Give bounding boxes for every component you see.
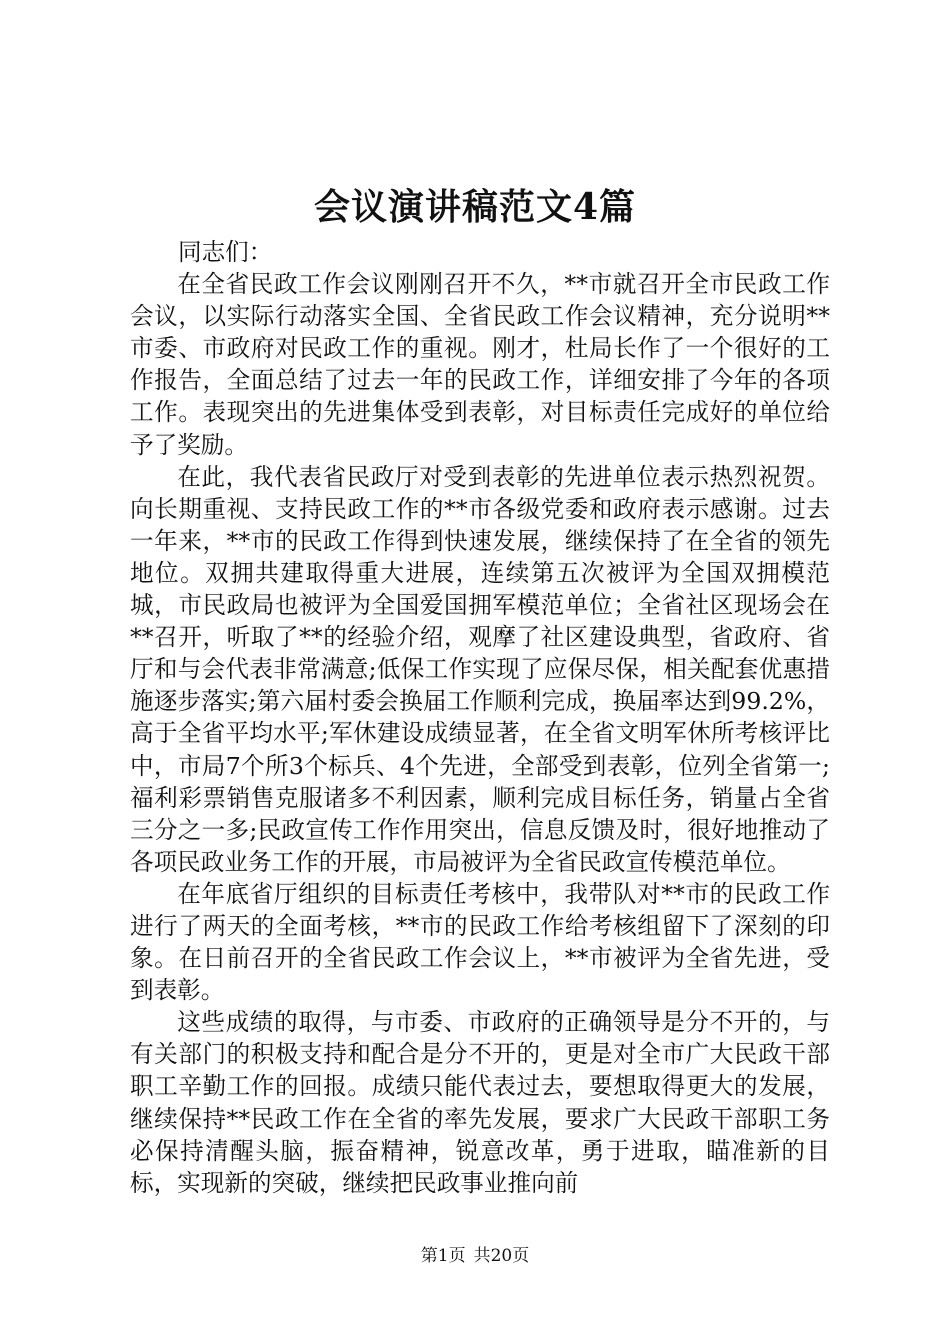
- document-body: [130, 236, 830, 1199]
- page-total: 共20页: [473, 1246, 530, 1266]
- page-footer: [0, 1244, 950, 1268]
- paragraph-4: 这些成绩的取得，与市委、市政府的正确领导是分不开的，与有关部门的积极支持和配合是分不开的，更是对全市广大民政干部职工辛勤工作的回报。成绩只能代表过去，要想取得更大的发展，继续保持**民政工作在全省的率先发展，要求广大民政干部职工务必保持清醒头脑，振奋精神，锐意改革，勇于进取，瞄准新的目标，实现新的突破，继续把民政事业推向前: [130, 1008, 830, 1197]
- paragraph-1: 在全省民政工作会议刚刚召开不久，**市就召开全市民政工作会议，以实际行动落实全国、全省民政工作会议精神，充分说明**市委、市政府对民政工作的重视。刚才，杜局长作了一个很好的工作报告，全面总结了过去一年的民政工作，详细安排了今年的各项工作。表现突出的先进集体受到表彰，对目标责任完成好的单位给予了奖励。: [130, 270, 830, 459]
- salutation: 同志们：: [178, 238, 273, 266]
- page-number: 第1页: [420, 1246, 466, 1266]
- document-title: 会议演讲稿范文4篇: [313, 186, 637, 228]
- paragraph-3: 在年底省厅组织的目标责任考核中，我带队对**市的民政工作进行了两天的全面考核，**市的民政工作给考核组留下了深刻的印象。在日前召开的全省民政工作会议上，**市被评为全省先进，受到表彰。: [130, 879, 830, 1005]
- paragraph-2: 在此，我代表省民政厅对受到表彰的先进单位表示热烈祝贺。向长期重视、支持民政工作的**市各级党委和政府表示感谢。过去一年来，**市的民政工作得到快速发展，继续保持了在全省的领先地位。双拥共建取得重大进展，连续第五次被评为全国双拥模范城，市民政局也被评为全国爱国拥军模范单位；全省社区现场会在**召开，听取了**的经验介绍，观摩了社区建设典型，省政府、省厅和与会代表非常满意;低保工作实现了应保尽保，相关配套优惠措施逐步落实;第六届村委会换届工作顺利完成，换届率达到99.2%，高于全省平均水平;军休建设成绩显著，在全省文明军休所考核评比中，市局7个所3个标兵、4个先进，全部受到表彰，位列全省第一;福利彩票销售克服诸多不利因素，顺利完成目标任务，销量占全省三分之一多;民政宣传工作作用突出，信息反馈及时，很好地推动了各项民政业务工作的开展，市局被评为全省民政宣传模范单位。: [130, 462, 830, 876]
